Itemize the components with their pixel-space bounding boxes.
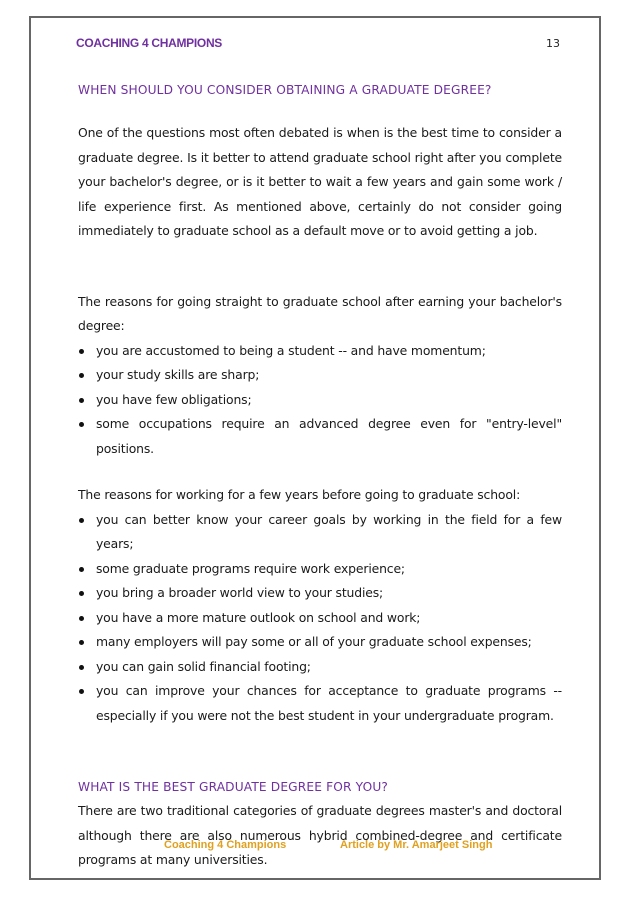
- list-item: [78, 508, 562, 557]
- list-item: [78, 388, 562, 413]
- straight-reasons-list: [78, 339, 562, 462]
- section-heading-best-degree: WHAT IS THE BEST GRADUATE DEGREE FOR YOU?: [78, 780, 389, 794]
- bullet-icon: [79, 640, 84, 645]
- list-item-text: you can better know your career goals by working in the field for a few years;: [96, 511, 562, 551]
- header-brand: COACHING 4 CHAMPIONS: [76, 36, 223, 50]
- list-item: [78, 412, 562, 461]
- page-number: 13: [546, 37, 560, 50]
- list-item: [78, 363, 562, 388]
- bullet-icon: [79, 689, 84, 694]
- bullet-icon: [79, 349, 84, 354]
- working-reasons-intro: The reasons for working for a few years before going to graduate school:: [78, 487, 521, 502]
- bullet-icon: [79, 398, 84, 403]
- list-item: [78, 557, 562, 582]
- list-item-text: you bring a broader world view to your studies;: [96, 585, 384, 600]
- list-item-text: some graduate programs require work experience;: [96, 560, 405, 576]
- list-item-text: you have few obligations;: [96, 391, 252, 407]
- list-item-text: your study skills are sharp;: [96, 367, 260, 382]
- page-content: [78, 78, 562, 873]
- paragraph-when: One of the questions most often debated is when is the best time to consider a graduate degree. Is it better to attend graduate school right after you complete your bachelor's degree, or is it better to wait a few years and gain some work / life experience first. As mentioned above, certainly do not consider going immediately to graduate school as a default move or to avoid getting a job.: [78, 125, 562, 238]
- list-item: [78, 679, 562, 728]
- list-item: [78, 630, 562, 655]
- bullet-icon: [79, 616, 84, 621]
- bullet-icon: [79, 665, 84, 670]
- footer-author: Article by Mr. Amarjeet Singh: [340, 839, 493, 851]
- paragraph-best-degree: There are two traditional categories of graduate degrees master's and doctoral although there are also numerous hybrid combined-degree and certificate programs at many universities.: [78, 803, 562, 867]
- list-item-text: many employers will pay some or all of your graduate school expenses;: [96, 634, 532, 649]
- working-reasons-list: [78, 508, 562, 729]
- list-item: [78, 581, 562, 606]
- section-heading-when: WHEN SHOULD YOU CONSIDER OBTAINING A GRADUATE DEGREE?: [78, 83, 492, 97]
- list-item: [78, 339, 562, 364]
- bullet-icon: [79, 518, 84, 523]
- straight-reasons-intro: The reasons for going straight to graduate school after earning your bachelor's degree:: [78, 293, 562, 333]
- list-item-text: some occupations require an advanced degree even for "entry-level" positions.: [96, 416, 562, 456]
- bullet-icon: [79, 373, 84, 378]
- list-item: [78, 655, 562, 680]
- bullet-icon: [79, 422, 84, 427]
- list-item-text: you can improve your chances for acceptance to graduate programs -- especially if you were not the best student in your undergraduate program.: [96, 683, 562, 723]
- list-item-text: you are accustomed to being a student -- and have momentum;: [96, 342, 486, 358]
- list-item: [78, 606, 562, 631]
- bullet-icon: [79, 567, 84, 572]
- bullet-icon: [79, 591, 84, 596]
- footer-brand: Coaching 4 Champions: [164, 839, 287, 851]
- list-item-text: you have a more mature outlook on school and work;: [96, 609, 421, 625]
- list-item-text: you can gain solid financial footing;: [96, 658, 311, 674]
